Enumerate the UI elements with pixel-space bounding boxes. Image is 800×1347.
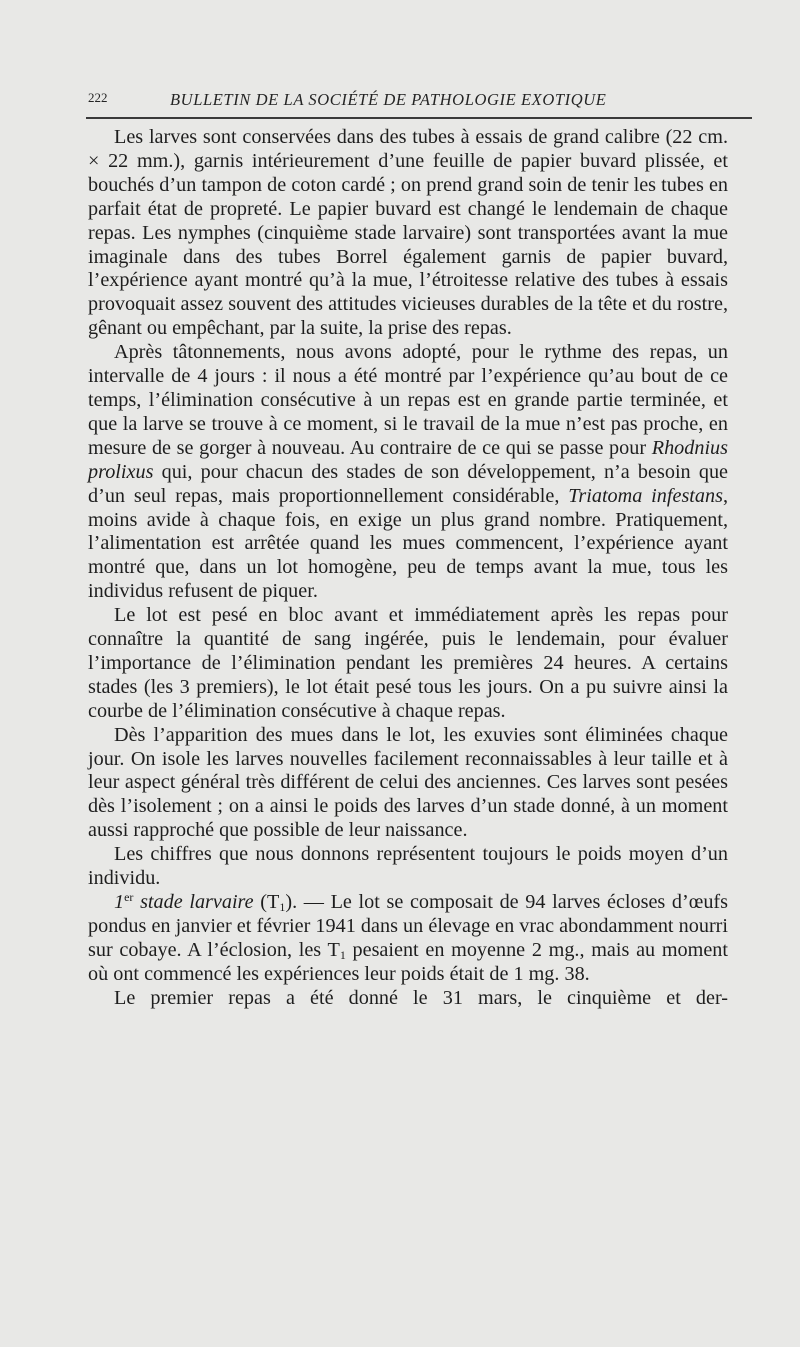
body-text <box>88 126 728 1011</box>
subscript: 1 <box>279 900 286 914</box>
paragraph-text: pesaient en moyenne 2 mg., mais au moment où ont commencé les expériences leur poids était de 1 mg. 38. <box>88 938 728 985</box>
running-title: BULLETIN DE LA SOCIÉTÉ DE PATHOLOGIE EXOTIQUE <box>170 90 607 109</box>
running-header <box>88 90 752 112</box>
paragraph-weighing: Le lot est pesé en bloc avant et immédiatement après les repas pour connaître la quantité de sang ingérée, puis le lendemain, pour évaluer l’importance de l’élimination pendant les premières 24 heures. A certains stades (les 3 premiers), le lot était pesé tous les jours. On a pu suivre ainsi la courbe de l’élimination consécutive à chaque repas. <box>88 604 728 722</box>
paragraph-figures: Les chiffres que nous donnons représentent toujours le poids moyen d’un individu. <box>88 843 728 890</box>
page-number: 222 <box>88 90 108 105</box>
paragraph-text: qui, pour chacun des stades de son développement, n’a besoin que d’un seul repas, mais proportionnellement considérable, <box>88 460 728 507</box>
ordinal-superscript: er <box>124 890 134 904</box>
paragraph-text: Après tâtonnements, nous avons adopté, pour le rythme des repas, un intervalle de 4 jours : il nous a été montré par l’expérience qu’au bout de ce temps, l’élimination consécutive à un repas est en grande partie terminée, et que la larve se trouve à ce moment, si le travail de la mue n’est pas proche, en mesure de se gorger à nouveau. Au contraire de ce qui se passe pour <box>88 341 728 459</box>
species-name: Rhodnius prolixus <box>88 436 728 483</box>
paragraph-molts: Dès l’apparition des mues dans le lot, les exuvies sont éliminées chaque jour. On isole les larves nouvelles facilement reconnaissables à leur taille et à leur aspect général très différent de celui des anciennes. Ces larves sont pesées dès l’isolement ; on a ainsi le poids des larves d’un stade donné, à un moment aussi rapproché que possible de leur naissance. <box>88 723 728 842</box>
paragraph-rearing-tubes: Les larves sont conservées dans des tubes à essais de grand calibre (22 cm. × 22 mm.), garnis intérieurement d’une feuille de papier buvard plissée, et bouchés d’un tampon de coton cardé ; on prend grand soin de tenir les tubes en parfait état de propreté. Le papier buvard est changé le lendemain de chaque repas. Les nymphes (cinquième stade larvaire) sont transportées avant la mue imaginale dans des tubes Borrel également garnis de papier buvard, l’expérience ayant montré qu’à la mue, l’étroitesse relative des tubes à essais provoquait assez souvent des attitudes vicieuses durables de la tête et du rostre, gênant ou empêchant, par la suite, la prise des repas. <box>88 126 728 340</box>
paragraph-feeding-rhythm <box>88 341 728 604</box>
subscript: 1 <box>339 947 346 962</box>
paragraph-first-meal: Le premier repas a été donné le 31 mars, le cinquième et der- <box>114 986 728 1009</box>
paragraph-first-stage <box>88 891 728 987</box>
paragraph-text: (T <box>253 891 280 913</box>
species-name: Triatoma infestans <box>568 484 723 507</box>
paragraph-text: , moins avide à chaque fois, en exige un plus grand nombre. Pratiquement, l’alimentation est arrêtée quand les mues commencent, l’expérience ayant montré que, dans un lot homogène, peu de temps avant la mue, tous les individus refusent de piquer. <box>88 484 729 603</box>
header-rule <box>86 117 752 119</box>
paragraph-text: ). — Le lot se composait de 94 larves écloses d’œufs pondus en janvier et février 1941 dans un élevage en vrac abondamment nourri sur cobaye. A l’éclosion, les T <box>88 891 728 961</box>
stage-heading: stade larvaire <box>140 891 254 913</box>
stage-number: 1 <box>114 891 125 913</box>
